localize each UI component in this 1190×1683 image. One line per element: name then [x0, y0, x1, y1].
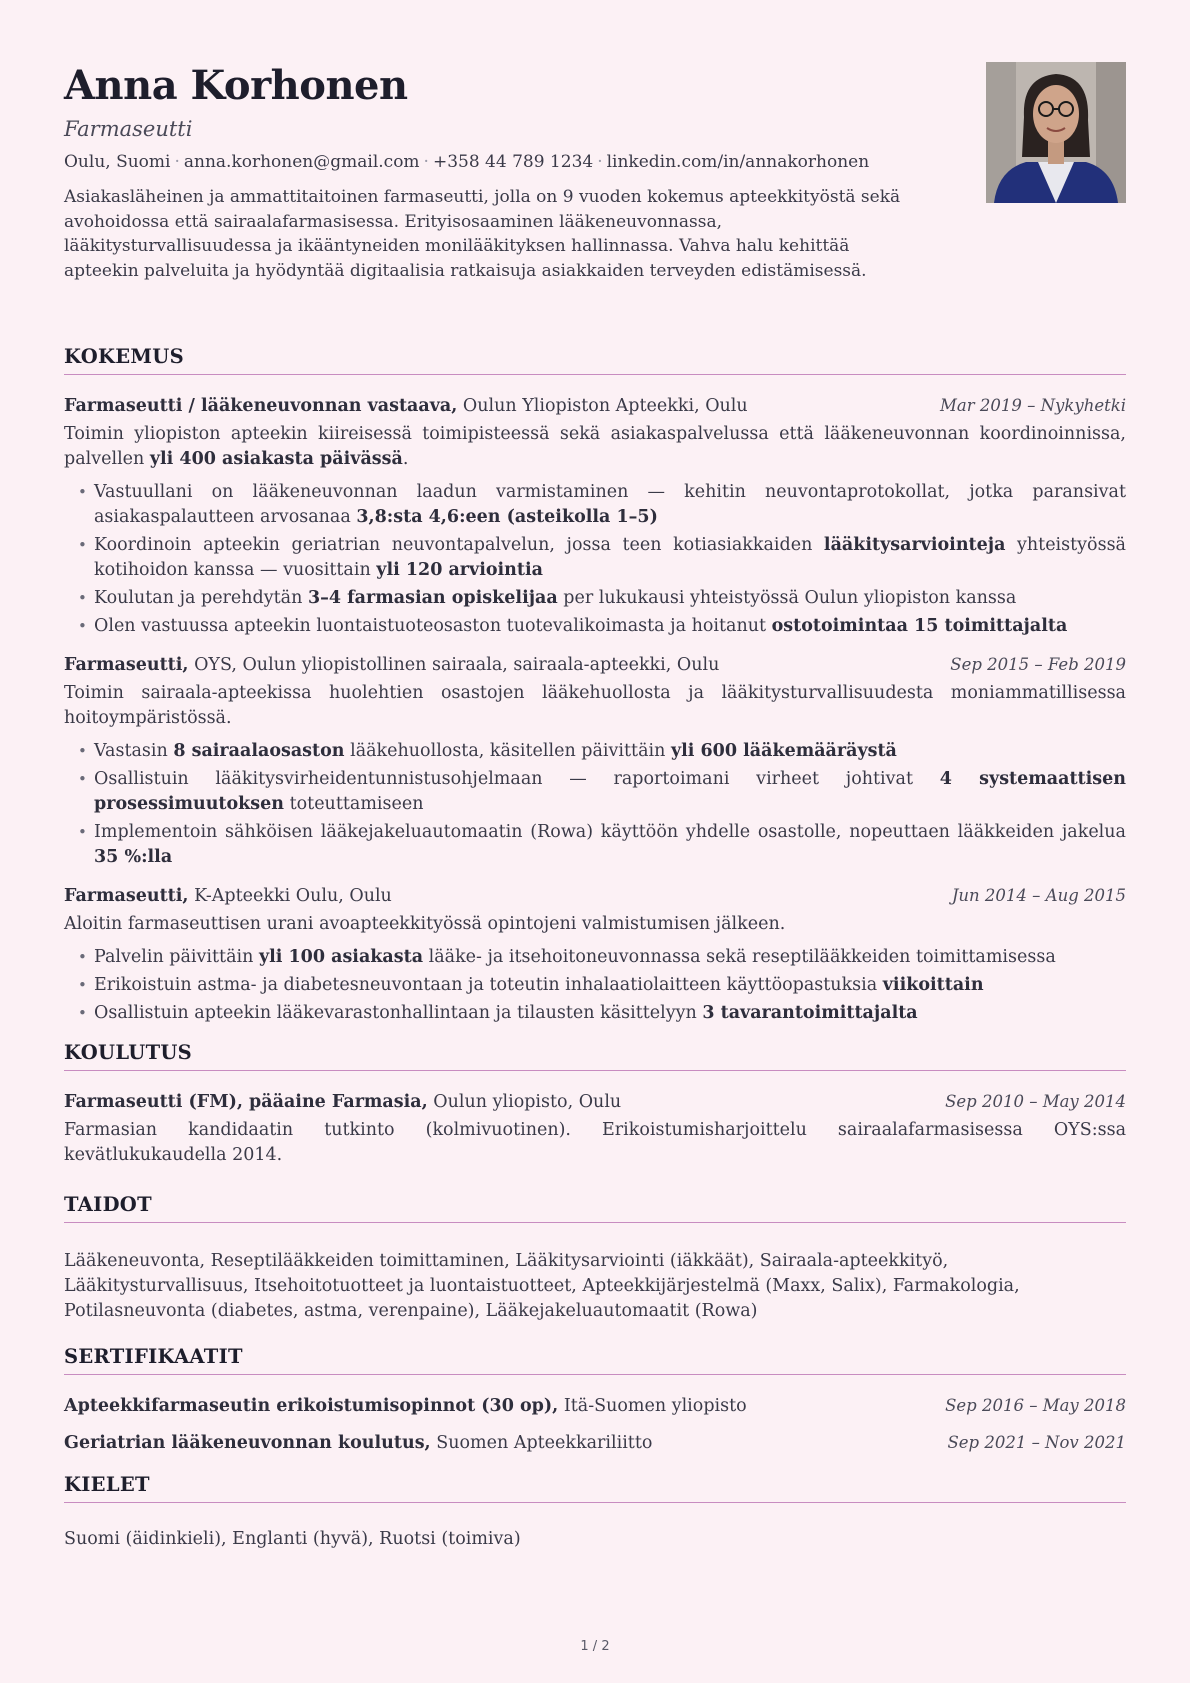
section-title-certificates: SERTIFIKAATIT [64, 1344, 1126, 1375]
languages-section [64, 1472, 1126, 1552]
contact-email[interactable]: anna.korhonen@gmail.com [183, 152, 420, 172]
achievement-item [94, 1001, 1126, 1026]
certificate-title: Apteekkifarmaseutin erikoistumisopinnot (30 op), [64, 1396, 559, 1416]
experience-section [64, 344, 1126, 1026]
job-employer: Oulun Yliopiston Apteekki, Oulu [457, 396, 748, 416]
education-section [64, 1040, 1126, 1168]
section-title-languages: KIELET [64, 1472, 1126, 1503]
contact-line [64, 150, 1126, 175]
certificate-entry [64, 1430, 1126, 1456]
job-description [64, 422, 1126, 472]
job-heading [64, 884, 392, 909]
certificate-issuer: Suomen Apteekkariliitto [436, 1433, 653, 1453]
profile-photo [986, 62, 1126, 203]
job-title: Farmaseutti, [64, 655, 189, 675]
achievement-item [94, 480, 1126, 530]
experience-entry [64, 652, 1126, 870]
experience-entry [64, 883, 1126, 1026]
candidate-role: Farmaseutti [64, 117, 193, 141]
body-text: . [402, 449, 409, 469]
emphasis-text: 3 tavarantoimittajalta [702, 1003, 918, 1023]
emphasis-text: 3–4 farmasian opiskelijaa [307, 588, 558, 608]
body-text: lääke- ja itsehoitoneuvonnassa sekä reseptilääkkeiden toimittamisessa [423, 947, 1056, 967]
job-description [64, 681, 1126, 731]
contact-location: Oulu, Suomi [64, 152, 171, 172]
achievement-item [94, 820, 1126, 870]
skills-list: Lääkeneuvonta, Reseptilääkkeiden toimittaminen, Lääkitysarviointi (iäkkäät), Sairaala-apteekkityö, Lääkitysturvallisuus, Itsehoitotuotteet ja luontaistuotteet, Apteekkijärjestelmä (Maxx, Salix), Farmakologia, Potilasneuvonta (diabetes, astma, verenpaine), Lääkejakeluautomaatit (Rowa) [64, 1251, 1020, 1321]
certificate-entry [64, 1393, 1126, 1419]
body-text: Erikoistuin astma- ja diabetesneuvontaan ja toteutin inhalaatiolaitteen käyttöopastuksia [94, 975, 883, 995]
certificate-date: Sep 2021 – Nov 2021 [947, 1433, 1126, 1452]
section-title-education: KOULUTUS [64, 1040, 1126, 1071]
body-text: Koordinoin apteekin geriatrian neuvontapalvelun, jossa teen kotiasiakkaiden [94, 535, 824, 555]
achievement-item [94, 614, 1126, 639]
job-date: Jun 2014 – Aug 2015 [951, 886, 1126, 905]
body-text: Osallistuin lääkitysvirheidentunnistusohjelmaan — raportoimani virheet johtivat [94, 769, 940, 789]
body-text: Vastuullani on lääkeneuvonnan laadun varmistaminen — kehitin neuvontaprotokollat, jotka paransivat asiakaspalautteen arvosanaa [94, 482, 1126, 527]
job-employer: OYS, Oulun yliopistollinen sairaala, sairaala-apteekki, Oulu [188, 655, 720, 675]
education-degree: Farmaseutti (FM), pääaine Farmasia, [64, 1092, 428, 1112]
emphasis-text: lääkitysarviointeja [823, 535, 1006, 555]
job-heading [64, 394, 748, 419]
body-text: Toimin sairaala-apteekissa huolehtien osastojen lääkehuollosta ja lääkitysturvallisuudesta moniammatillisessa hoitoympäristössä. [64, 683, 1126, 728]
section-title-skills: TAIDOT [64, 1192, 1126, 1223]
emphasis-text: yli 120 arviointia [376, 560, 543, 580]
contact-phone[interactable]: +358 44 789 1234 [432, 152, 594, 172]
experience-entry [64, 393, 1126, 639]
certificate-issuer: Itä-Suomen yliopisto [563, 1396, 747, 1416]
job-title: Farmaseutti / lääkeneuvonnan vastaava, [64, 396, 458, 416]
contact-separator: · [423, 152, 429, 172]
body-text: Palvelin päivittäin [94, 947, 259, 967]
section-title-experience: KOKEMUS [64, 344, 1126, 375]
education-date: Sep 2010 – May 2014 [945, 1092, 1126, 1111]
job-date: Mar 2019 – Nykyhetki [940, 396, 1126, 415]
job-achievements [64, 480, 1126, 639]
education-entry-head [64, 1089, 1126, 1115]
profile-summary: Asiakasläheinen ja ammattitaitoinen farmaseutti, jolla on 9 vuoden kokemus apteekkityöstä sekä avohoidossa että sairaalafarmasisessa. Erityisosaaminen lääkeneuvonnassa, lääkitysturvallisuudessa ja ikääntyneiden monilääkityksen hallinnassa. Vahva halu kehittää apteekin palveluita ja hyödyntää digitaalisia ratkaisuja asiakkaiden terveyden edistämisessä. [64, 187, 901, 281]
achievement-item [94, 973, 1126, 998]
job-employer: K-Apteekki Oulu, Oulu [188, 886, 392, 906]
body-text: Olen vastuussa apteekin luontaistuoteosaston tuotevalikoimasta ja hoitanut [94, 616, 772, 636]
emphasis-text: yli 400 asiakasta päivässä [149, 449, 403, 469]
experience-entry-head [64, 393, 1126, 419]
body-text: Koulutan ja perehdytän [94, 588, 308, 608]
page-number: 1 / 2 [580, 1639, 610, 1654]
body-text: Vastasin [94, 741, 174, 761]
job-title: Farmaseutti, [64, 886, 189, 906]
body-text: Osallistuin apteekin lääkevarastonhallintaan ja tilausten käsittelyyn [94, 1003, 703, 1023]
education-description: Farmasian kandidaatin tutkinto (kolmivuotinen). Erikoistumisharjoittelu sairaalafarmasisessa OYS:ssa kevätlukukaudella 2014. [64, 1120, 1126, 1165]
job-achievements [64, 739, 1126, 870]
emphasis-text: 35 %:lla [94, 847, 173, 867]
body-text: per lukukausi yhteistyössä Oulun yliopiston kanssa [557, 588, 1017, 608]
body-text: yhteistyössä kotihoidon kanssa — vuosittain [94, 535, 1126, 580]
job-date: Sep 2015 – Feb 2019 [950, 655, 1126, 674]
body-text: Aloitin farmaseuttisen urani avoapteekkityössä opintojeni valmistumisen jälkeen. [64, 914, 786, 934]
contact-separator: · [174, 152, 180, 172]
education-institution: Oulun yliopisto, Oulu [433, 1092, 622, 1112]
job-description [64, 912, 1126, 937]
experience-entry-head [64, 883, 1126, 909]
job-achievements [64, 945, 1126, 1026]
emphasis-text: 8 sairaalaosaston [173, 741, 345, 761]
achievement-item [94, 767, 1126, 817]
emphasis-text: 4 systemaattisen prosessimuutoksen [94, 769, 1126, 814]
emphasis-text: 3,8:sta 4,6:een (asteikolla 1–5) [356, 507, 658, 527]
certificate-date: Sep 2016 – May 2018 [945, 1396, 1126, 1415]
contact-linkedin[interactable]: linkedin.com/in/annakorhonen [606, 152, 870, 172]
emphasis-text: yli 100 asiakasta [258, 947, 424, 967]
experience-entry-head [64, 652, 1126, 678]
achievement-item [94, 739, 1126, 764]
achievement-item [94, 945, 1126, 970]
experience-list [64, 393, 1126, 1026]
job-heading [64, 653, 719, 678]
emphasis-text: ostotoimintaa 15 toimittajalta [771, 616, 1068, 636]
body-text: Implementoin sähköisen lääkejakeluautomaatin (Rowa) käyttöön yhdelle osastolle, nopeuttaen lääkkeiden jakelua [94, 822, 1126, 842]
body-text: toteuttamiseen [284, 794, 424, 814]
languages-list: Suomi (äidinkieli), Englanti (hyvä), Ruotsi (toimiva) [64, 1529, 521, 1549]
body-text: Toimin yliopiston apteekin kiireisessä toimipisteessä sekä asiakaspalvelussa että lääkeneuvonnan koordinoinnissa, palvellen [64, 424, 1126, 469]
resume-header [64, 62, 1126, 344]
certificates-section [64, 1344, 1126, 1456]
portrait-image [986, 62, 1126, 203]
achievement-item [94, 533, 1126, 583]
education-heading [64, 1090, 621, 1115]
body-text: lääkehuollosta, käsitellen päivittäin [344, 741, 671, 761]
contact-separator: · [597, 152, 603, 172]
emphasis-text: viikoittain [882, 975, 984, 995]
certificate-title: Geriatrian lääkeneuvonnan koulutus, [64, 1433, 431, 1453]
achievement-item [94, 586, 1126, 611]
skills-section [64, 1192, 1126, 1324]
candidate-name: Anna Korhonen [64, 62, 408, 109]
emphasis-text: yli 600 lääkemääräystä [670, 741, 897, 761]
